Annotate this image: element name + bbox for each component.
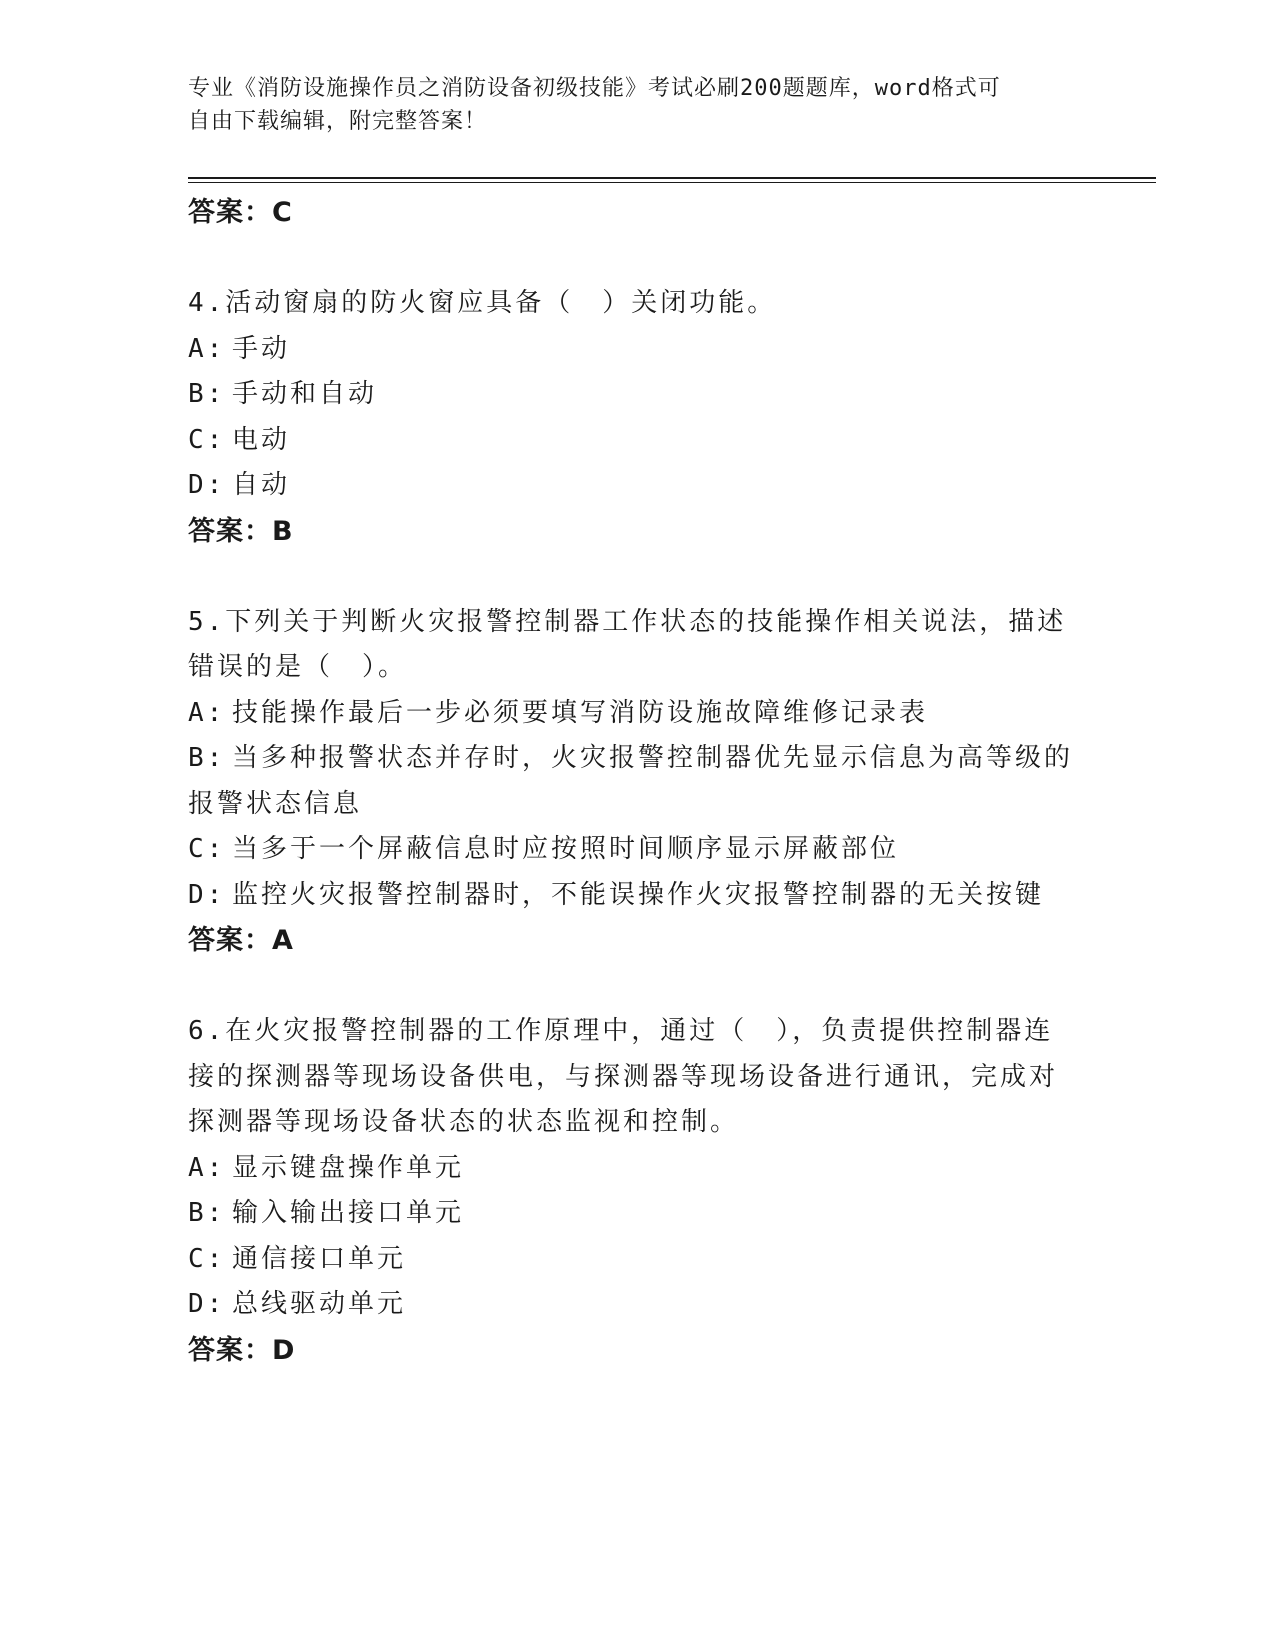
option-a [188, 327, 1078, 373]
answer-line: 答案：B [188, 515, 294, 547]
option-letter: C: [188, 1243, 226, 1274]
option-text: 电动 [232, 424, 291, 455]
option-text: 手动和自动 [232, 379, 378, 409]
question-4 [188, 281, 1078, 554]
header-title-line-2: 自由下载编辑，附完整答案！ [188, 109, 488, 134]
spacer [188, 236, 1078, 282]
option-text: 总线驱动单元 [232, 1289, 407, 1319]
question-6 [188, 1009, 1078, 1373]
option-letter: D: [188, 879, 226, 910]
option-letter: D: [188, 1289, 226, 1319]
option-text: 当多于一个屏蔽信息时应按照时间顺序显示屏蔽部位 [232, 834, 900, 864]
option-letter: D: [188, 470, 226, 500]
option-a [188, 691, 1078, 737]
option-letter: A: [188, 333, 226, 364]
option-letter: B: [188, 1198, 226, 1228]
answer-line: 答案：A [188, 925, 294, 956]
option-c [188, 827, 1078, 873]
option-letter: C: [188, 834, 226, 864]
option-text: 技能操作最后一步必须要填写消防设施故障维修记录表 [232, 697, 929, 728]
option-d [188, 873, 1078, 919]
document-header [188, 72, 1088, 138]
option-d [188, 1282, 1078, 1328]
option-text: 输入输出接口单元 [232, 1198, 465, 1228]
question-stem-continued: 接的探测器等现场设备供电，与探测器等现场设备进行通讯，完成对 [188, 1061, 1059, 1092]
question-stem-continued: 探测器等现场设备状态的状态监视和控制。 [188, 1107, 740, 1137]
question-stem-continued: 错误的是（ ）。 [188, 652, 408, 682]
spacer [188, 964, 1078, 1010]
header-rule-thick [188, 177, 1156, 179]
option-text: 手动 [232, 333, 291, 364]
question-stem: 5.下列关于判断火灾报警控制器工作状态的技能操作相关说法，描述 [188, 606, 1067, 637]
question-stem: 4.活动窗扇的防火窗应具备（ ）关闭功能。 [188, 288, 777, 318]
option-d [188, 463, 1078, 509]
option-text: 当多种报警状态并存时，火灾报警控制器优先显示信息为高等级的 [232, 743, 1074, 773]
option-text: 监控火灾报警控制器时，不能误操作火灾报警控制器的无关按键 [232, 879, 1045, 910]
previous-answer: 答案：C [188, 197, 293, 228]
option-letter: B: [188, 379, 226, 409]
option-c [188, 418, 1078, 464]
option-text: 显示键盘操作单元 [232, 1152, 465, 1183]
question-list [188, 190, 1078, 1373]
header-rule-thin [188, 182, 1156, 183]
option-c [188, 1237, 1078, 1283]
question-5 [188, 600, 1078, 964]
option-b [188, 1191, 1078, 1237]
option-b-continued: 报警状态信息 [188, 788, 363, 819]
option-letter: A: [188, 1152, 226, 1183]
header-title-line-1: 专业《消防设施操作员之消防设备初级技能》考试必刷200题题库，word格式可 [188, 76, 1001, 101]
question-stem: 6.在火灾报警控制器的工作原理中，通过（ ），负责提供控制器连 [188, 1016, 1054, 1046]
option-letter: B: [188, 743, 226, 773]
spacer [188, 554, 1078, 600]
option-text: 自动 [232, 470, 291, 500]
option-letter: A: [188, 697, 226, 728]
option-text: 通信接口单元 [232, 1243, 407, 1274]
option-b [188, 372, 1078, 418]
option-a [188, 1146, 1078, 1192]
option-letter: C: [188, 424, 226, 455]
option-b [188, 736, 1078, 782]
answer-line: 答案：D [188, 1334, 296, 1366]
